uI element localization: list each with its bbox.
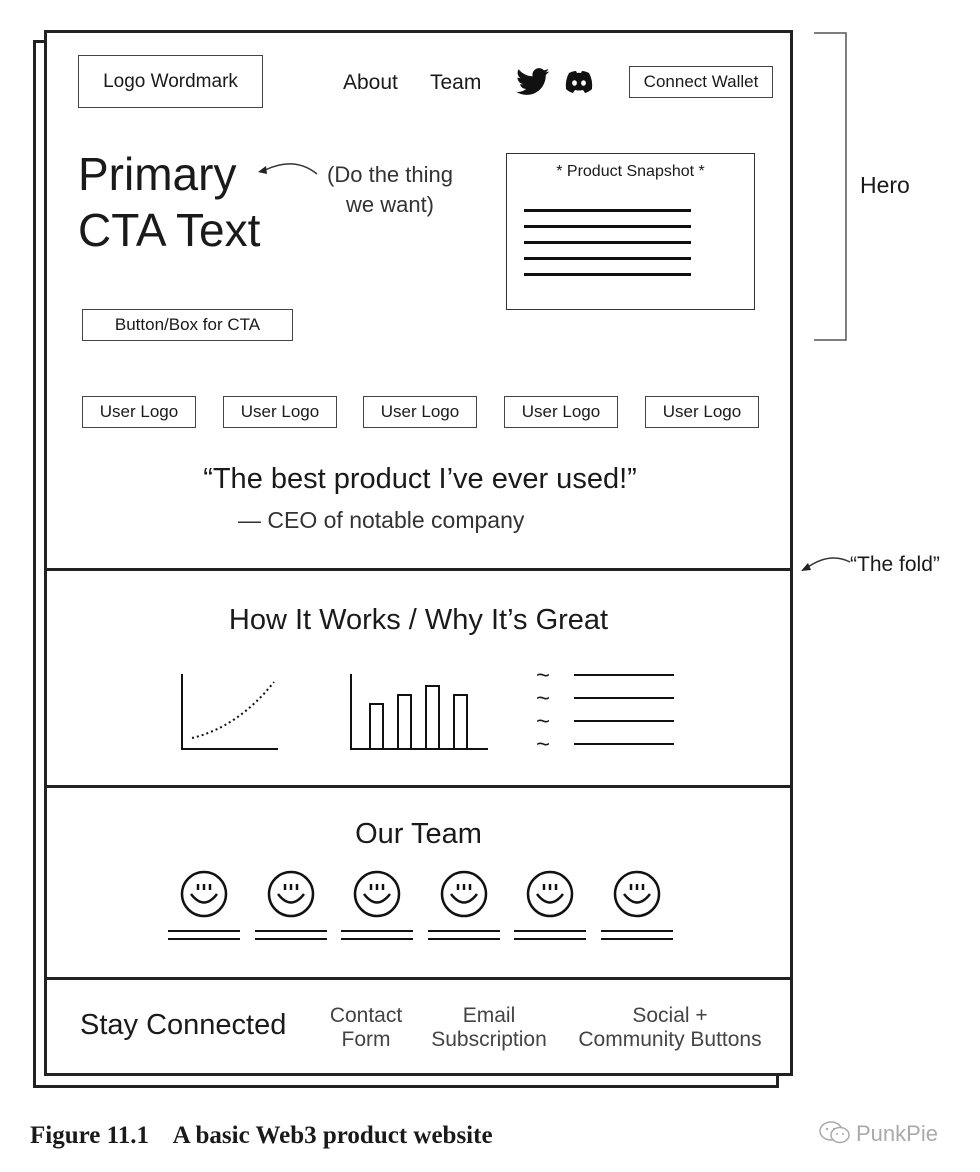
section-divider [44, 785, 793, 788]
fold-arrow-icon [800, 554, 852, 576]
watermark-text: PunkPie [856, 1121, 938, 1146]
hero-bracket [812, 30, 852, 344]
feature-line [574, 674, 674, 676]
snapshot-line [524, 273, 691, 276]
our-team-title: Our Team [355, 818, 482, 850]
contact-line2: Form [341, 1028, 391, 1051]
email-line1: Email [462, 1004, 516, 1027]
email-subscription-link[interactable] [424, 1004, 554, 1052]
team-member-name-line [168, 930, 240, 932]
contact-form-link[interactable] [316, 1004, 416, 1052]
team-member-name-line [514, 930, 586, 932]
figure-caption: Figure 11.1 A basic Web3 product website [30, 1122, 493, 1149]
team-member-name-line [601, 930, 673, 932]
snapshot-line [524, 241, 691, 244]
tilde-glyph: ~ [536, 731, 551, 758]
tilde-glyph: ~ [536, 708, 551, 735]
twitter-bird-icon[interactable] [516, 68, 550, 96]
team-member-name-line [341, 930, 413, 932]
discord-icon[interactable] [564, 70, 594, 94]
section-divider [44, 977, 793, 980]
bar [426, 686, 439, 749]
testimonial-attribution: — CEO of notable company [238, 507, 525, 533]
team-member-name-line [514, 938, 586, 940]
logo-wordmark[interactable]: Logo Wordmark [78, 55, 263, 108]
feature-line [574, 743, 674, 745]
hero-label: Hero [860, 172, 910, 198]
team-member-name-line [341, 938, 413, 940]
tilde-glyph: ~ [536, 662, 551, 689]
nav-about-link[interactable]: About [343, 71, 398, 94]
user-logo: User Logo [82, 396, 196, 428]
smiley-face-icon [438, 868, 490, 920]
user-logo: User Logo [363, 396, 477, 428]
team-member-name-line [168, 938, 240, 940]
smiley-face-icon [351, 868, 403, 920]
team-member-name-line [428, 938, 500, 940]
bar [454, 695, 467, 749]
annotation-line1: (Do the thing [327, 162, 453, 187]
testimonial-quote: “The best product I’ve ever used!” [203, 463, 637, 495]
team-members [160, 868, 690, 948]
cta-button[interactable]: Button/Box for CTA [82, 309, 293, 341]
wechat-icon [818, 1120, 852, 1146]
annotation-line2: we want) [345, 192, 435, 217]
bar-chart [348, 672, 490, 754]
connect-wallet-button[interactable]: Connect Wallet [629, 66, 773, 98]
bar [370, 704, 383, 749]
snapshot-line [524, 209, 691, 212]
primary-cta-text-line2: CTA Text [78, 204, 261, 256]
social-community-buttons[interactable] [570, 1004, 770, 1052]
how-it-works-title: How It Works / Why It’s Great [228, 604, 609, 636]
email-line2: Subscription [431, 1028, 547, 1051]
annotation-text [310, 160, 470, 220]
tilde-glyph: ~ [536, 685, 551, 712]
smiley-face-icon [524, 868, 576, 920]
feature-list [536, 664, 676, 756]
snapshot-line [524, 257, 691, 260]
product-snapshot [506, 153, 755, 310]
bar [398, 695, 411, 749]
user-logo: User Logo [645, 396, 759, 428]
smiley-face-icon [178, 868, 230, 920]
user-logo: User Logo [504, 396, 618, 428]
curve-axis [182, 674, 278, 749]
growth-curve-chart [178, 672, 282, 754]
social-line1: Social + [632, 1004, 708, 1027]
social-line2: Community Buttons [578, 1028, 762, 1051]
dotted-growth-curve [192, 682, 274, 738]
contact-line1: Contact [329, 1004, 403, 1027]
product-snapshot-label: * Product Snapshot * [556, 163, 705, 180]
primary-cta-text-line1: Primary [78, 148, 237, 200]
smiley-face-icon [265, 868, 317, 920]
feature-line [574, 720, 674, 722]
team-member-name-line [428, 930, 500, 932]
team-member-name-line [255, 938, 327, 940]
fold-divider [44, 568, 793, 571]
feature-line [574, 697, 674, 699]
fold-label: “The fold” [850, 553, 940, 576]
team-member-name-line [255, 930, 327, 932]
nav-team-link[interactable]: Team [430, 71, 482, 94]
user-logo: User Logo [223, 396, 337, 428]
stay-connected-title: Stay Connected [80, 1009, 287, 1041]
smiley-face-icon [611, 868, 663, 920]
team-member-name-line [601, 938, 673, 940]
snapshot-line [524, 225, 691, 228]
